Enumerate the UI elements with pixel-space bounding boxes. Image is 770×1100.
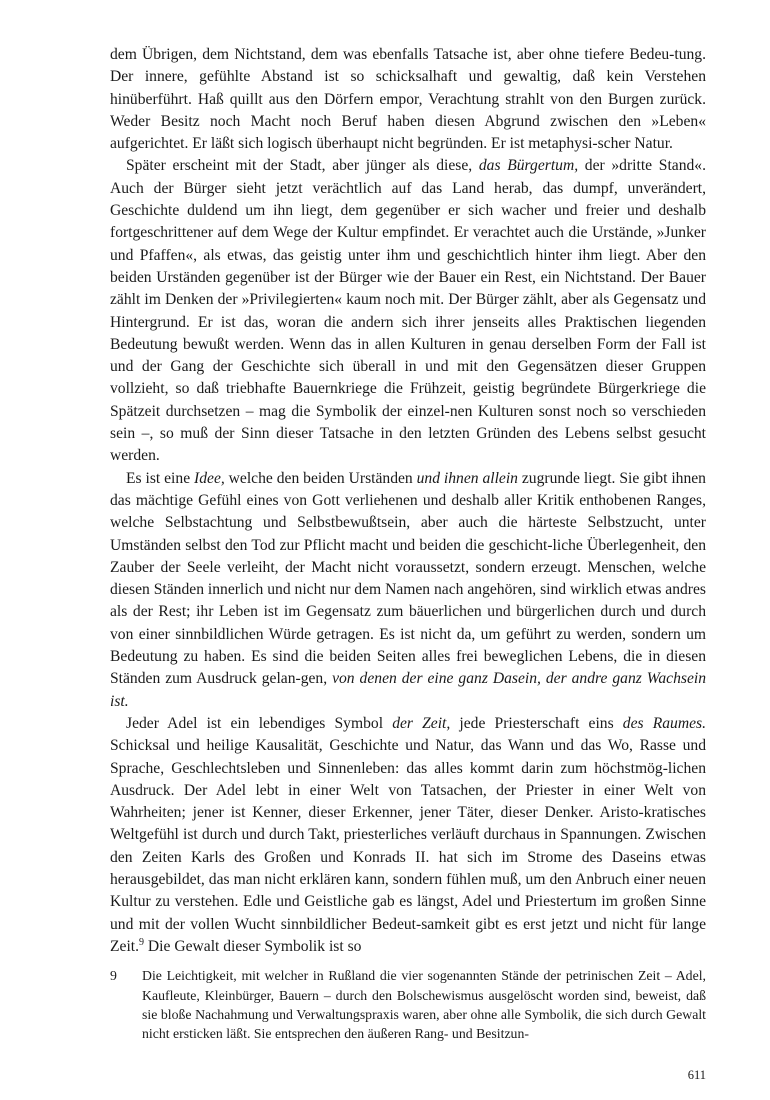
page-number: 611 xyxy=(687,1068,706,1082)
italic-emphasis: das Bürgertum, xyxy=(478,157,579,175)
paragraph xyxy=(110,468,706,713)
italic-emphasis: der Zeit, xyxy=(392,714,451,732)
footnote-text: Die Leichtigkeit, mit welcher in Rußland die vier sogenannten Stände der petrinischen Zeit – Adel, Kaufleute, Kleinbürger, Bauern – durch den Bolschewismus ausgelöscht worden sind, beweist, daß sie bloße Nachahmung und Verwaltungspraxis waren, aber ohne alle Symbolik, die sich durch Gewalt nicht ersticken läßt. Sie entsprechen den äußeren Rang- und Besitzun- xyxy=(142,968,706,1042)
italic-emphasis: und ihnen allein xyxy=(416,469,518,487)
text-run: Jeder Adel ist ein lebendiges Symbol xyxy=(126,714,393,732)
italic-emphasis: Idee, xyxy=(194,469,225,487)
text-run: Es ist eine xyxy=(126,469,195,487)
text-run: welche den beiden Urständen xyxy=(224,469,417,487)
text-run: Schicksal und heilige Kausalität, Geschichte und Natur, das Wann und das Wo, Rasse und Sprache, Geschlechtsleben und Sinnenleben: das alles kommt darin zum höchstmög-lichen Ausdruck. Der Adel lebt in einer Welt von Tatsachen, der Priester in einer Welt von Wahrheiten; jener ist Kenner, dieser Erkenner, jener Täter, dieser Denker. Aristo-kratisches Weltgefühl ist durch und durch Takt, priesterliches verläuft durchaus in Spannungen. Zwischen den Zeiten Karls des Großen und Konrads II. hat sich im Strome des Daseins etwas herausgebildet, das man nicht erklären kann, sondern fühlen muß, um den Anbruch einer neuen Kultur zu verstehen. Edle und Geistliche gab es längst, Adel und Priestertum im großen Sinne und mit der vollen Wucht sinnbildlicher Bedeut-samkeit gibt es erst jetzt und nicht für lange Zeit. xyxy=(110,737,706,955)
italic-emphasis: von denen der eine ganz Dasein, der andre ganz Wachsein ist. xyxy=(110,670,706,710)
text-run: dem Übrigen, dem Nichtstand, dem was ebenfalls Tatsache ist, aber ohne tiefere Bedeu-tung. Der innere, gefühlte Abstand ist so schicksalhaft und gewaltig, daß kein Verstehen hinüberführt. Haß quillt aus den Dörfern empor, Verachtung strahlt von den Burgen zurück. Weder Besitz noch Macht noch Beruf haben diesen Abgrund zwischen den »Leben« aufgerichtet. Er läßt sich logisch überhaupt nicht begründen. Er ist metaphysi-scher Natur. xyxy=(110,46,706,153)
footnote-reference: 9 xyxy=(139,936,145,948)
paragraph xyxy=(110,713,706,958)
book-page xyxy=(110,44,706,1044)
text-run: Die Gewalt dieser Symbolik ist so xyxy=(144,937,362,955)
footnote-number: 9 xyxy=(110,968,117,984)
body-text xyxy=(110,44,706,958)
paragraph xyxy=(110,44,706,155)
text-run: der »dritte Stand«. Auch der Bürger sieht jetzt verächtlich auf das Land herab, das dumpf, unverändert, Geschichte duldend um ihn liegt, dem gegenüber er sich wacher und freier und deshalb fortgeschrittener auf dem Wege der Kultur empfindet. Er verachtet auch die Urstände, »Junker und Pfaffen«, als etwas, das geistig unter ihm und geschichtlich hinter ihm liegt. Aber den beiden Urständen gegenüber ist der Bürger wie der Bauer ein Rest, ein Nichtstand. Der Bauer zählt im Denken der »Privilegierten« kaum noch mit. Der Bürger zählt, aber als Gegensatz und Hintergrund. Er ist das, woran die andern sich ihrer jenseits alles Praktischen liegenden Bedeutung bewußt werden. Wenn das in allen Kulturen in genau derselben Form der Fall ist und der Gang der Geschichte sich überall in und mit den Gegensätzen dieser Gruppen vollzieht, so daß triebhafte Bauernkriege die Frühzeit, geistig begründete Bürgerkriege die Spätzeit durchsetzen – mag die Symbolik der einzel-nen Kulturen sonst noch so verschieden sein –, so muß der Sinn dieser Tatsache in den letzten Gründen des Lebens selbst gesucht werden. xyxy=(110,157,706,465)
text-run: Später erscheint mit der Stadt, aber jünger als diese, xyxy=(126,157,479,175)
text-run: zugrunde liegt. Sie gibt ihnen das mächtige Gefühl eines von Gott verliehenen und deshalb aller Kritik enthobenen Ranges, welche Selbstachtung und Selbstbewußtsein, aber auch die härteste Selbstzucht, unter Umständen selbst den Tod zur Pflicht macht und beiden die geschicht-liche Überlegenheit, den Zauber der Seele verleiht, der Macht nicht voraussetzt, sondern erzeugt. Menschen, welche diesen Ständen innerlich und nicht nur dem Namen nach angehören, sind wirklich etwas andres als der Rest; ihr Leben ist im Gegensatz zum bäuerlichen und bürgerlichen durch und durch von einer sinnbildlichen Würde getragen. Es ist nicht da, um geführt zu werden, sondern um Bedeutung zu haben. Es sind die beiden Seiten alles frei beweglichen Lebens, die in diesen Ständen zum Ausdruck gelan-gen, xyxy=(110,469,706,688)
text-run: jede Priesterschaft eins xyxy=(450,714,623,732)
paragraph xyxy=(110,155,706,467)
italic-emphasis: des Raumes. xyxy=(622,714,706,732)
footnote xyxy=(110,966,706,1044)
